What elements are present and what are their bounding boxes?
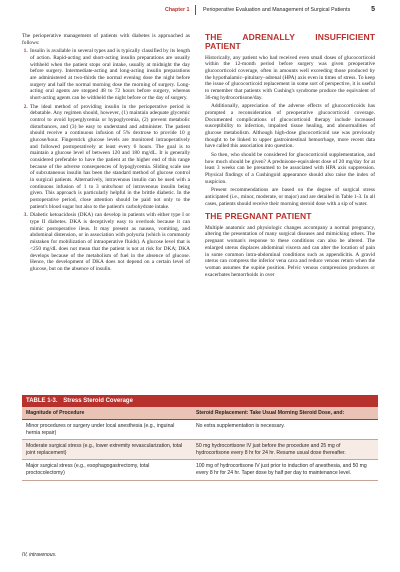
list-item: [29, 48, 190, 101]
section-heading-pregnant: THE PREGNANT PATIENT: [205, 211, 312, 222]
list-item-text: The ideal method of providing insulin in the perioperative period is debatable. Any regimen should, however, (1) maintain adequate glycemic control to avoid hyperglycemia or hypoglycemia, (2) prevent metabolic disturbances, and (3) be easy to understand and administer. The patient should receive a continuous infusion of 5% dextrose to provide 10 g glucose/hour. Fingerstick glucose levels are monitored intraoperatively and followed postoperatively at least every 6 hours. The goal is to maintain a glucose level of between 120 and 180 mg/dL. It is generally considered preferable to have the patient at the higher end of this range because of the adverse consequences of hypoglycemia. Sliding scale use of subcutaneous insulin has been the standard method of glucose control in surgical patients. Alternatively, intravenous insulin can be used with a continuous infusion of 1 to 3 units/hour of intravenous insulin being given. This approach is particularly helpful in the brittle diabetic. In the postoperative period, close attention should be paid not only to the patient's blood sugar but also to the patient's carbohydrate intake.: [30, 103, 190, 210]
body-paragraph: Present recommendations are based on the degree of surgical stress anticipated (i.e., minor, moderate, or major) and are detailed in Table 1-3. In all cases, patients should receive their morning steroid dose with a sip of water.: [205, 187, 375, 207]
table-title-bar: [22, 395, 378, 407]
chapter-label: Chapter 1: [165, 7, 190, 13]
table-row: [22, 440, 378, 460]
table-number: TABLE 1-3.: [26, 398, 58, 404]
table-cell: 50 mg hydrocortisone IV just before the procedure and 25 mg of hydrocortisone every 8 hr for 24 hr. Resume usual dose thereafter.: [196, 443, 346, 456]
table-cell: Minor procedures or surgery under local anesthesia (e.g., inguinal hernia repair): [26, 423, 175, 436]
chapter-title: Perioperative Evaluation and Management of Surgical Patients: [203, 7, 351, 13]
list-item-text: Insulin is available in several types and is typically classified by its length of action. Rapid-acting and short-acting insulin preparations are usually withheld when the patient stops oral intake, usually at midnight the day before surgery. Intermediate-acting and long-acting insulin preparations are administered at two-thirds the normal evening dose the night before surgery and half the normal morning dose the morning of surgery. Long-acting oral agents are stopped 48 to 72 hours before surgery, whereas short-acting agents can be withheld the night before or the day of surgery.: [30, 48, 190, 102]
diabetes-management-list: [22, 48, 190, 272]
list-item-text: Diabetic ketoacidosis (DKA) can develop in patients with either type I or type II diabetes. DKA is deceptively easy to overlook because it can mimic postoperative ileus. It may present as nausea, vomiting, and abdominal distension, or in association with polyuria (which is commonly mistaken for mobilization of intraoperative fluids). A glucose level that is <250 mg/dL does not mean that the patient is not at risk for DKA; DKA develops because of the metabolism of fuel in the absence of glucose. Hence, the development of DKA does not depend on a certain level of glucose, but on the absence of insulin.: [30, 212, 190, 272]
table-row: [22, 420, 378, 440]
table-row: [22, 460, 378, 480]
list-item: [29, 212, 190, 272]
running-header: [25, 5, 375, 16]
table-cell: No extra supplementation is necessary.: [196, 423, 285, 429]
body-paragraph: So then, who should be considered for glucocorticoid supplementation, and how much should be given? A prednisone-equivalent dose of 20 mg/day for at least 3 weeks can be presumed to be associated with HPA axis suppression. Physical findings of a Cushingoid appearance should also raise the index of suspicion.: [205, 152, 375, 185]
column-header: Magnitude of Procedure: [26, 409, 85, 416]
table-footnote: IV, intravenous.: [22, 552, 57, 558]
body-paragraph: Multiple anatomic and physiologic changes accompany a normal pregnancy, altering the presentation of many surgical diseases and mimicking others. The pregnant woman's response to these conditions can also be altered. The enlarged uterus displaces abdominal viscera and can alter the location of pain in some common intra-abdominal conditions such as appendicitis. A gravid uterus can compress the inferior vena cava and reduce venous return when the woman assumes the supine position. Pelvic venous compression produces or exacerbates hemorrhoids in over: [205, 224, 375, 278]
table-header-row: [22, 407, 378, 420]
header-divider: [195, 5, 196, 15]
table-cell: Moderate surgical stress (e.g., lower extremity revascularization, total joint replacement): [26, 443, 183, 456]
table-title: Stress Steroid Coverage: [63, 398, 133, 404]
intro-paragraph: The perioperative management of patients with diabetes is approached as follows:: [22, 33, 190, 46]
body-paragraph: Additionally, appreciation of the adverse effects of glucocorticoids has prompted a reconsideration of preoperative glucocorticoid coverage. Documented complications of glucocorticoid therapy include increased susceptibility to infection, impaired tissue healing, and abnormalities of glucose metabolism. Although high-dose glucocorticoid use was previously thought to be linked to upper gastrointestinal hemorrhage, more recent data have called this association into question.: [205, 103, 375, 150]
table-cell: Major surgical stress (e.g., esophagogastrectomy, total proctocolectomy): [26, 463, 150, 477]
section-heading-adrenal: THE ADRENALLY INSUFFICIENT PATIENT: [205, 32, 375, 52]
list-item: [29, 104, 190, 211]
right-column: [205, 33, 375, 280]
column-header: Steroid Replacement: Take Usual Morning Steroid Dose, and:: [196, 409, 345, 416]
left-column: [22, 33, 190, 275]
page-number: 5: [371, 6, 375, 13]
body-paragraph: Historically, any patient who had received even small doses of glucocorticoid within the 12-month period before surgery was given preoperative glucocorticoid coverage, often in amounts well exceeding those produced by the hypothalamic–pituitary–adrenal (HPA) axis even in times of stress. To keep the issue of glucocorticoid replacement in some sort of perspective, it is useful to remember that patients with Cushing's syndrome produce the equivalent of 36-mg hydrocortisone/day.: [205, 54, 375, 101]
stress-steroid-table: [22, 395, 378, 481]
table-cell: 100 mg of hydrocortisone IV just prior to induction of anesthesia, and 50 mg every 8 hr for 24 hr. Taper dose by half per day to maintenance level.: [196, 463, 367, 477]
